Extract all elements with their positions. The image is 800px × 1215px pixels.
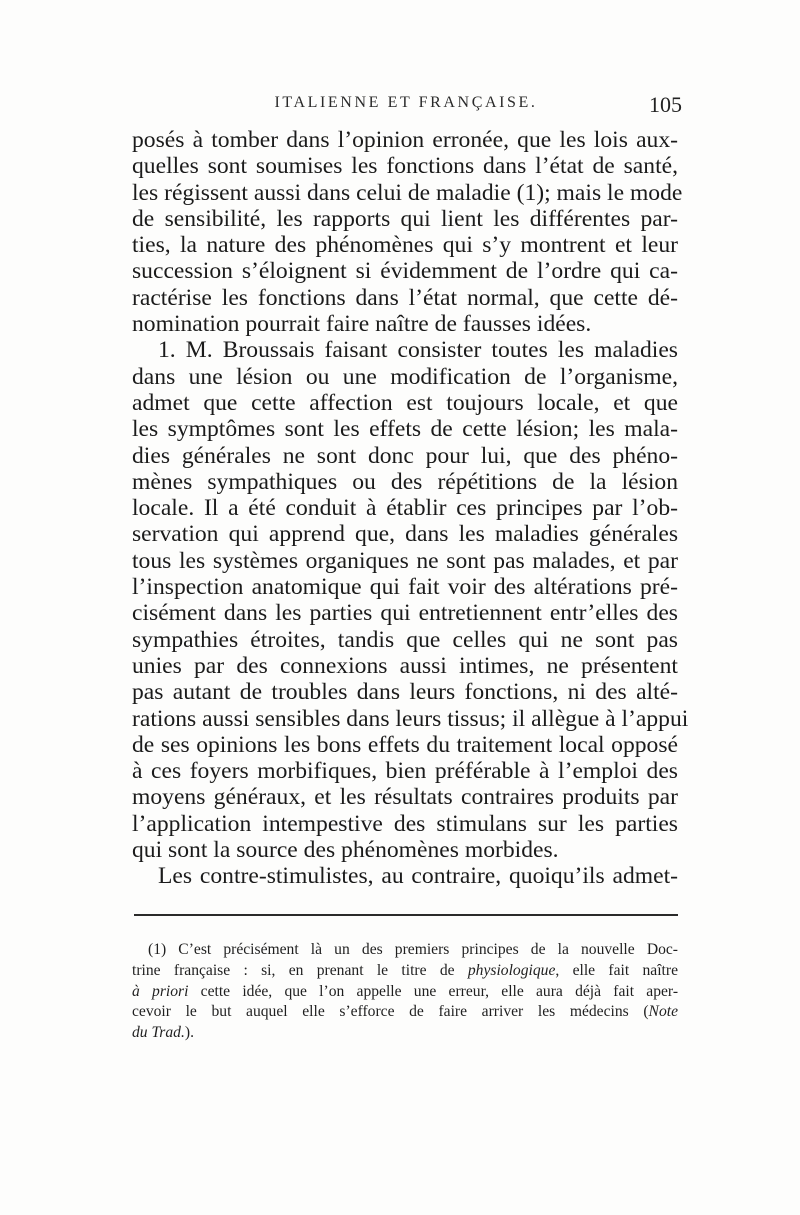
body-line: quelles sont soumises les fonctions dans l’état de santé,	[132, 153, 678, 180]
body-line: dies générales ne sont donc pour lui, que des phéno-	[132, 442, 678, 469]
body-line: moyens généraux, et les résultats contraires produits par	[132, 784, 678, 811]
body-line: ractérise les fonctions dans l’état normal, que cette dé-	[132, 284, 678, 311]
body-line: admet que cette affection est toujours locale, et que	[132, 389, 678, 416]
body-line: mènes sympathiques ou des répétitions de la lésion	[132, 468, 678, 495]
footnote	[132, 940, 678, 1044]
paragraph-start-line: Les contre-stimulistes, au contraire, quoiqu’ils admet-	[158, 863, 678, 890]
page-number: 105	[649, 92, 682, 117]
body-line: les régissent aussi dans celui de maladie (1); mais le mode	[132, 179, 683, 206]
footnote-line	[132, 1023, 678, 1044]
body-line: de ses opinions les bons effets du traitement local opposé	[132, 731, 678, 758]
footnote-emphasis: du Trad.	[132, 1024, 185, 1042]
footnote-emphasis: physiologique	[467, 961, 556, 979]
body-line: rations aussi sensibles dans leurs tissus; il allègue à l’appui	[132, 705, 689, 732]
footnote-line	[132, 982, 678, 1003]
footnote-text: (1) C’est précisément là un des premiers principes de la nouvelle Doc-	[148, 941, 678, 958]
body-line: cisément dans les parties qui entretiennent entr’elles des	[132, 600, 678, 627]
body-line: dans une lésion ou une modification de l’organisme,	[132, 363, 678, 390]
footnote-line	[132, 940, 678, 961]
body-line: qui sont la source des phénomènes morbides.	[132, 837, 559, 864]
body-line: l’application intempestive des stimulans sur les parties	[132, 810, 678, 837]
body-line: pas autant de troubles dans leurs fonctions, ni des alté-	[132, 679, 678, 706]
body-line: unies par des connexions aussi intimes, ne présentent	[132, 652, 678, 679]
body-line: locale. Il a été conduit à établir ces principes par l’ob-	[132, 495, 678, 522]
footnote-line	[132, 1002, 678, 1023]
body-line: succession s’éloignent si évidemment de l’ordre qui ca-	[132, 258, 678, 285]
body-line: les symptômes sont les effets de cette lésion; les mala-	[132, 416, 678, 443]
footnote-text: ).	[184, 1024, 194, 1042]
running-head	[130, 92, 682, 122]
running-title: ITALIENNE ET FRANÇAISE.	[274, 94, 538, 111]
body-line: servation qui apprend que, dans les maladies générales	[132, 521, 678, 548]
body-line: posés à tomber dans l’opinion erronée, que les lois aux-	[132, 127, 678, 153]
footnote-text: , elle fait naître	[555, 961, 678, 979]
body-line: nomination pourrait faire naître de fausses idées.	[132, 311, 592, 338]
body-text	[132, 127, 689, 890]
footnote-emphasis: Note	[648, 1003, 678, 1021]
body-line: à ces foyers morbifiques, bien préférable à l’emploi des	[132, 758, 678, 785]
footnote-text: cevoir le but auquel elle s’efforce de faire arriver les médecins (	[132, 1003, 649, 1021]
body-line: l’inspection anatomique qui fait voir des altérations pré-	[132, 574, 678, 601]
footnote-text: cette idée, que l’on appelle une erreur, elle aura déjà fait aper-	[188, 982, 679, 1000]
paragraph-start-line: 1. M. Broussais faisant consister toutes les maladies	[158, 337, 678, 364]
footnote-emphasis: à priori	[132, 982, 189, 1000]
body-line: sympathies étroites, tandis que celles qui ne sont pas	[132, 626, 678, 653]
footnote-rule	[134, 914, 678, 916]
body-line: tous les systèmes organiques ne sont pas malades, et par	[132, 547, 678, 574]
footnote-line	[132, 961, 678, 982]
body-line: de sensibilité, les rapports qui lient les différentes par-	[132, 205, 678, 232]
body-line: ties, la nature des phénomènes qui s’y montrent et leur	[132, 232, 678, 259]
footnote-text: trine française : si, en prenant le titre de	[132, 961, 468, 979]
